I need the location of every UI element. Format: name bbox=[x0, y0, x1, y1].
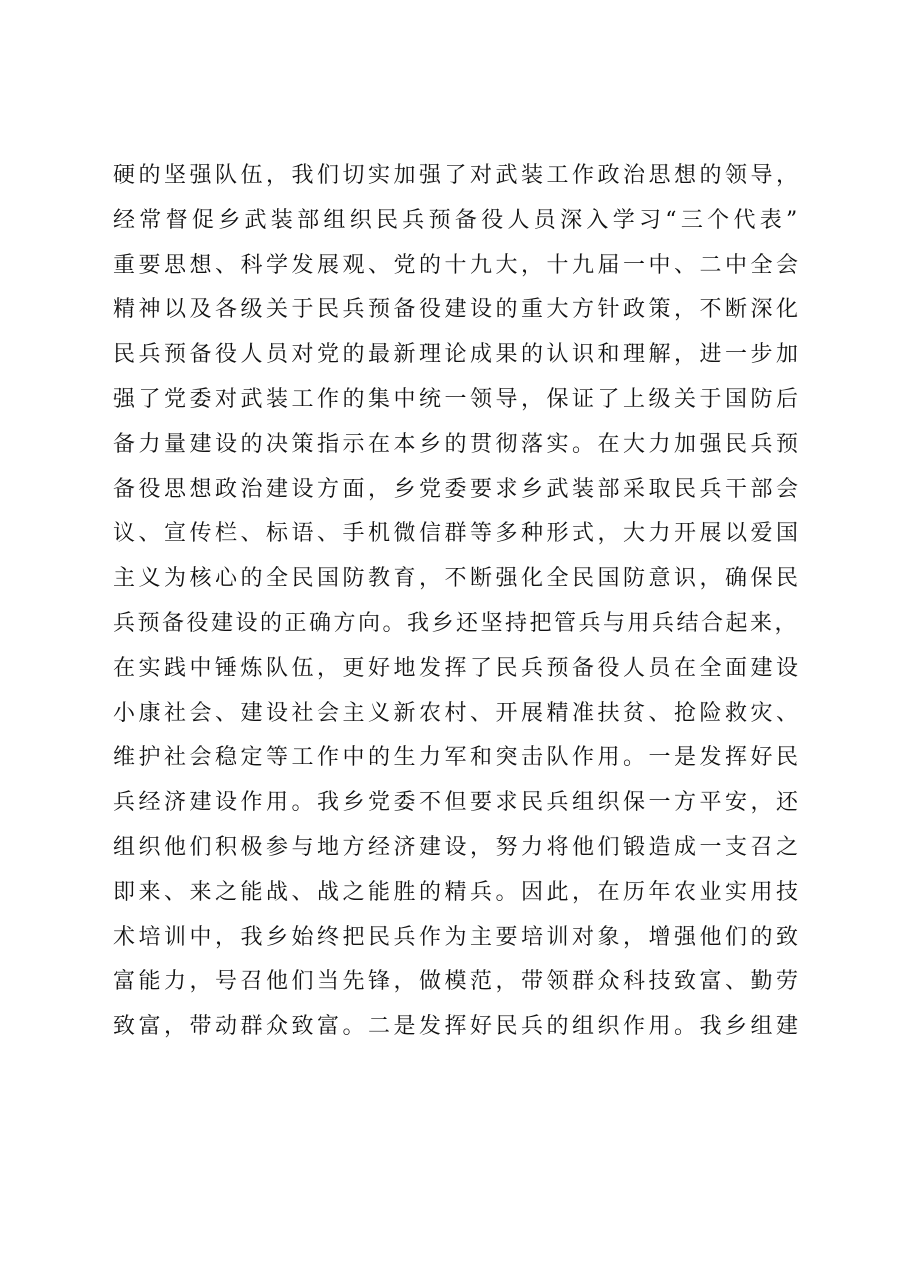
text-line: 致富，带动群众致富。二是发挥好民兵的组织作用。我乡组建 bbox=[113, 1014, 802, 1040]
text-line: 民兵预备役人员对党的最新理论成果的认识和理解，进一步加 bbox=[113, 342, 802, 368]
text-line: 富能力，号召他们当先锋，做模范，带领群众科技致富、勤劳 bbox=[113, 969, 802, 995]
text-line: 术培训中，我乡始终把民兵作为主要培训对象，增强他们的致 bbox=[113, 924, 802, 950]
text-line: 强了党委对武装工作的集中统一领导，保证了上级关于国防后 bbox=[113, 386, 802, 412]
text-line: 备力量建设的决策指示在本乡的贯彻落实。在大力加强民兵预 bbox=[113, 431, 802, 457]
text-line: 兵预备役建设的正确方向。我乡还坚持把管兵与用兵结合起来， bbox=[113, 610, 800, 636]
text-line: 经常督促乡武装部组织民兵预备役人员深入学习“三个代表” bbox=[113, 207, 802, 233]
body-text bbox=[113, 154, 803, 1050]
text-line: 即来、来之能战、战之能胜的精兵。因此，在历年农业实用技 bbox=[113, 879, 802, 905]
text-line: 小康社会、建设社会主义新农村、开展精准扶贫、抢险救灾、 bbox=[113, 700, 802, 726]
text-line: 备役思想政治建设方面，乡党委要求乡武装部采取民兵干部会 bbox=[113, 476, 802, 502]
text-line: 在实践中锤炼队伍，更好地发挥了民兵预备役人员在全面建设 bbox=[113, 655, 802, 681]
text-line: 重要思想、科学发展观、党的十九大，十九届一中、二中全会 bbox=[113, 252, 802, 278]
text-line: 组织他们积极参与地方经济建设，努力将他们锻造成一支召之 bbox=[113, 834, 802, 860]
text-line: 硬的坚强队伍，我们切实加强了对武装工作政治思想的领导， bbox=[113, 163, 802, 188]
text-line: 精神以及各级关于民兵预备役建设的重大方针政策，不断深化 bbox=[113, 297, 802, 323]
text-line: 主义为核心的全民国防教育，不断强化全民国防意识，确保民 bbox=[113, 566, 802, 592]
text-line: 议、宣传栏、标语、手机微信群等多种形式，大力开展以爱国 bbox=[113, 521, 802, 547]
text-line: 维护社会稳定等工作中的生力军和突击队作用。一是发挥好民 bbox=[113, 745, 802, 771]
text-line: 兵经济建设作用。我乡党委不但要求民兵组织保一方平安，还 bbox=[113, 790, 802, 816]
